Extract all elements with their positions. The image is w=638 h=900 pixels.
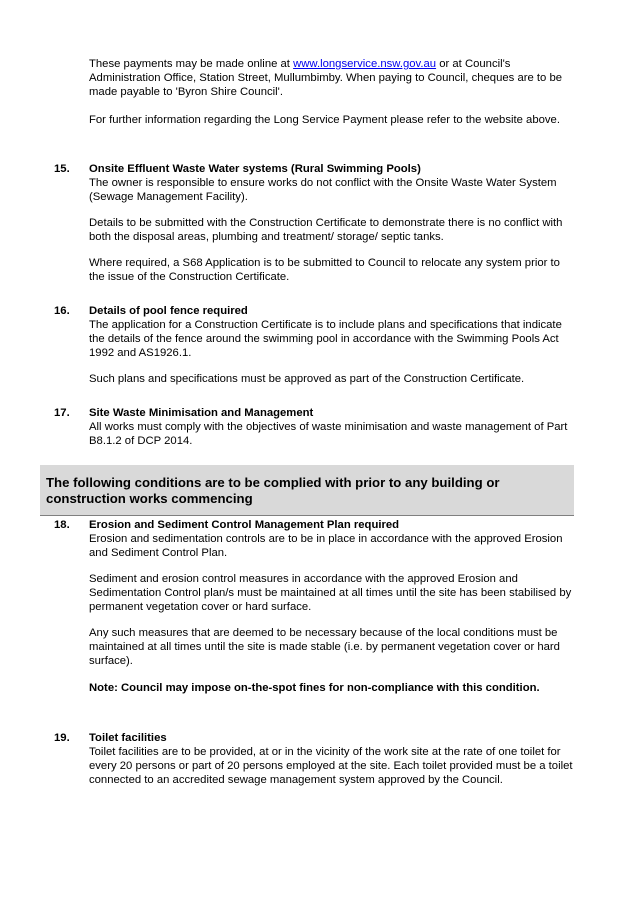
longservice-link[interactable]: www.longservice.nsw.gov.au	[293, 58, 437, 70]
section-banner-text: The following conditions are to be complied with prior to any building or construction works commencing	[46, 475, 500, 506]
condition-18-title: Erosion and Sediment Control Management Plan required	[89, 519, 400, 531]
further-info-paragraph: For further information regarding the Long Service Payment please refer to the website above.	[89, 114, 560, 126]
condition-18-note: Note: Council may impose on-the-spot fines for non-compliance with this condition.	[89, 682, 540, 694]
payment-text-after: or at Council's Administration Office, Station Street, Mullumbimby. When paying to Council, cheques are to be made payable to 'Byron Shire Council'.	[89, 58, 563, 98]
condition-18-paragraph-1: Erosion and sedimentation controls are to be in place in accordance with the approved Erosion and Sediment Control Plan.	[89, 533, 563, 559]
condition-19-paragraph-1: Toilet facilities are to be provided, at or in the vicinity of the work site at the rate of one toilet for every 20 persons or part of 20 persons employed at the site. Each toilet provided must be a toilet connected to an accredited sewage management system approved by the Council.	[89, 746, 573, 786]
condition-18-paragraph-3: Any such measures that are deemed to be necessary because of the local conditions must be maintained at all times until the site is made stable (i.e. by permanent vegetation cover or hard surface).	[89, 627, 560, 667]
condition-17-title: Site Waste Minimisation and Management	[89, 407, 314, 419]
condition-16-paragraph-1: The application for a Construction Certificate is to include plans and specifications that indicate the details of the fence around the swimming pool in accordance with the Swimming Pools Act 1992 and AS1926.1.	[89, 319, 562, 359]
section-banner	[40, 465, 574, 516]
condition-15-paragraph-1: The owner is responsible to ensure works do not conflict with the Onsite Waste Water System (Sewage Management Facility).	[89, 177, 557, 203]
condition-15-title: Onsite Effluent Waste Water systems (Rural Swimming Pools)	[89, 163, 421, 175]
condition-16-title: Details of pool fence required	[89, 305, 248, 317]
condition-15-paragraph-3: Where required, a S68 Application is to be submitted to Council to relocate any system prior to the issue of the Construction Certificate.	[89, 257, 560, 283]
condition-18-number: 18.	[54, 519, 70, 531]
condition-17-number: 17.	[54, 407, 70, 419]
condition-15-number: 15.	[54, 163, 70, 175]
condition-16-paragraph-2: Such plans and specifications must be approved as part of the Construction Certificate.	[89, 373, 525, 385]
condition-19-number: 19.	[54, 732, 70, 744]
condition-18-paragraph-2: Sediment and erosion control measures in accordance with the approved Erosion and Sedimentation Control plan/s must be maintained at all times until the site has been stabilised by permanent vegetation cover or hard surface.	[89, 573, 572, 613]
condition-15-paragraph-2: Details to be submitted with the Construction Certificate to demonstrate there is no conflict with both the disposal areas, plumbing and treatment/ storage/ septic tanks.	[89, 217, 563, 243]
condition-19-title: Toilet facilities	[89, 732, 167, 744]
payment-text-before: These payments may be made online at	[89, 58, 294, 70]
condition-16-number: 16.	[54, 305, 70, 317]
payment-paragraph	[89, 58, 573, 99]
condition-17-paragraph-1: All works must comply with the objectives of waste minimisation and waste management of Part B8.1.2 of DCP 2014.	[89, 421, 568, 447]
